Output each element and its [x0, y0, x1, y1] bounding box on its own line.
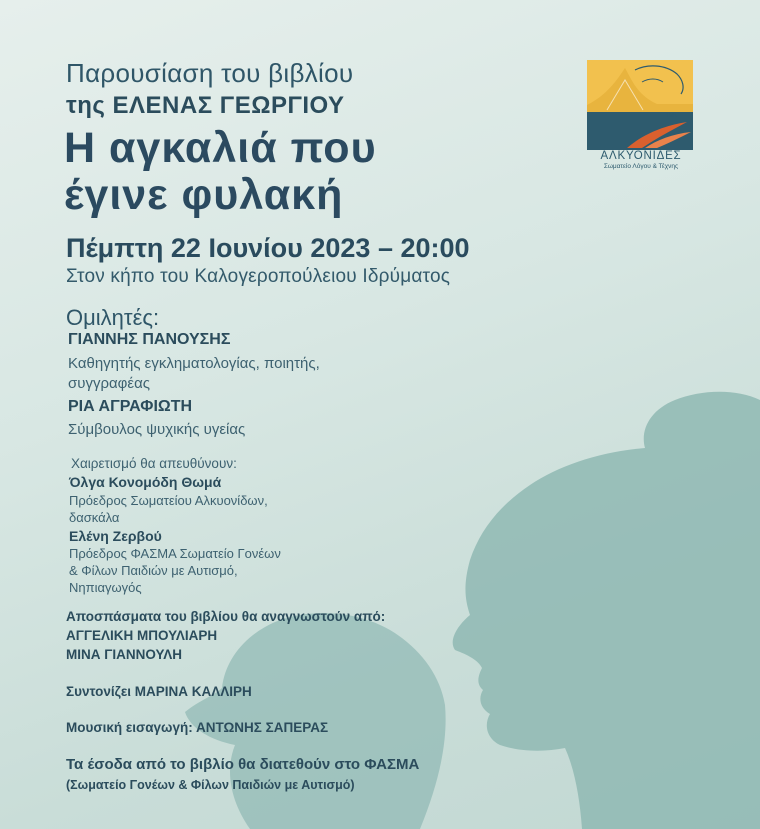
logo-subtitle: Σωματείο Λόγου & Τέχνης: [603, 163, 679, 170]
speaker-role: συγγραφέας: [68, 375, 150, 392]
event-date: Πέμπτη 22 Ιουνίου 2023 – 20:00: [66, 233, 470, 263]
intro-text: Παρουσίαση του βιβλίου: [66, 58, 354, 88]
logo-name: ΑΛΚΥΟΝΙΔΕΣ: [600, 150, 682, 162]
alkyonides-logo-icon: [587, 60, 693, 150]
greeter-name: Ελένη Ζερβού: [69, 528, 162, 544]
greeter-role: Πρόεδρος ΦΑΣΜΑ Σωματείο Γονέων: [69, 546, 281, 561]
speaker-role: Καθηγητής εγκληματολογίας, ποιητής,: [68, 355, 320, 372]
greeter-role: Νηπιαγωγός: [69, 580, 142, 595]
coordinator-line: Συντονίζει ΜΑΡΙΝΑ ΚΑΛΛΙΡΗ: [66, 684, 252, 699]
greeter-role: δασκάλα: [69, 510, 120, 525]
greeter-role: & Φίλων Παιδιών με Αυτισμό,: [69, 563, 238, 578]
greetings-heading: Χαιρετισμό θα απευθύνουν:: [71, 456, 237, 471]
author-line: της ΕΛΕΝΑΣ ΓΕΩΡΓΙΟΥ: [66, 92, 345, 119]
greeter-role: Πρόεδρος Σωματείου Αλκυονίδων,: [69, 493, 268, 508]
reader-name: ΑΓΓΕΛΙΚΗ ΜΠΟΥΛΙΑΡΗ: [66, 628, 218, 643]
speaker-name: ΓΙΑΝΝΗΣ ΠΑΝΟΥΣΗΣ: [68, 331, 231, 348]
proceeds-note: (Σωματείο Γονέων & Φίλων Παιδιών με Αυτισμό): [66, 778, 355, 792]
book-title-line2: έγινε φυλακή: [64, 171, 344, 219]
logo-year: 1991: [666, 113, 678, 119]
music-line: Μουσική εισαγωγή: ΑΝΤΩΝΗΣ ΣΑΠΕΡΑΣ: [66, 720, 329, 735]
greeter-name: Όλγα Κονομόδη Θωμά: [69, 474, 222, 490]
book-title-line1: Η αγκαλιά που: [64, 124, 377, 172]
speaker-role: Σύμβουλος ψυχικής υγείας: [68, 421, 246, 438]
readings-heading: Αποσπάσματα του βιβλίου θα αναγνωστούν από:: [66, 609, 386, 624]
proceeds-line: Τα έσοδα από το βιβλίο θα διατεθούν στο ΦΑΣΜΑ: [66, 756, 420, 773]
speaker-name: ΡΙΑ ΑΓΡΑΦΙΩΤΗ: [68, 398, 193, 415]
event-venue: Στον κήπο του Καλογεροπούλειου Ιδρύματος: [66, 266, 451, 287]
speakers-heading: Ομιλητές:: [66, 305, 160, 330]
reader-name: ΜΙΝΑ ΓΙΑΝΝΟΥΛΗ: [66, 647, 183, 662]
